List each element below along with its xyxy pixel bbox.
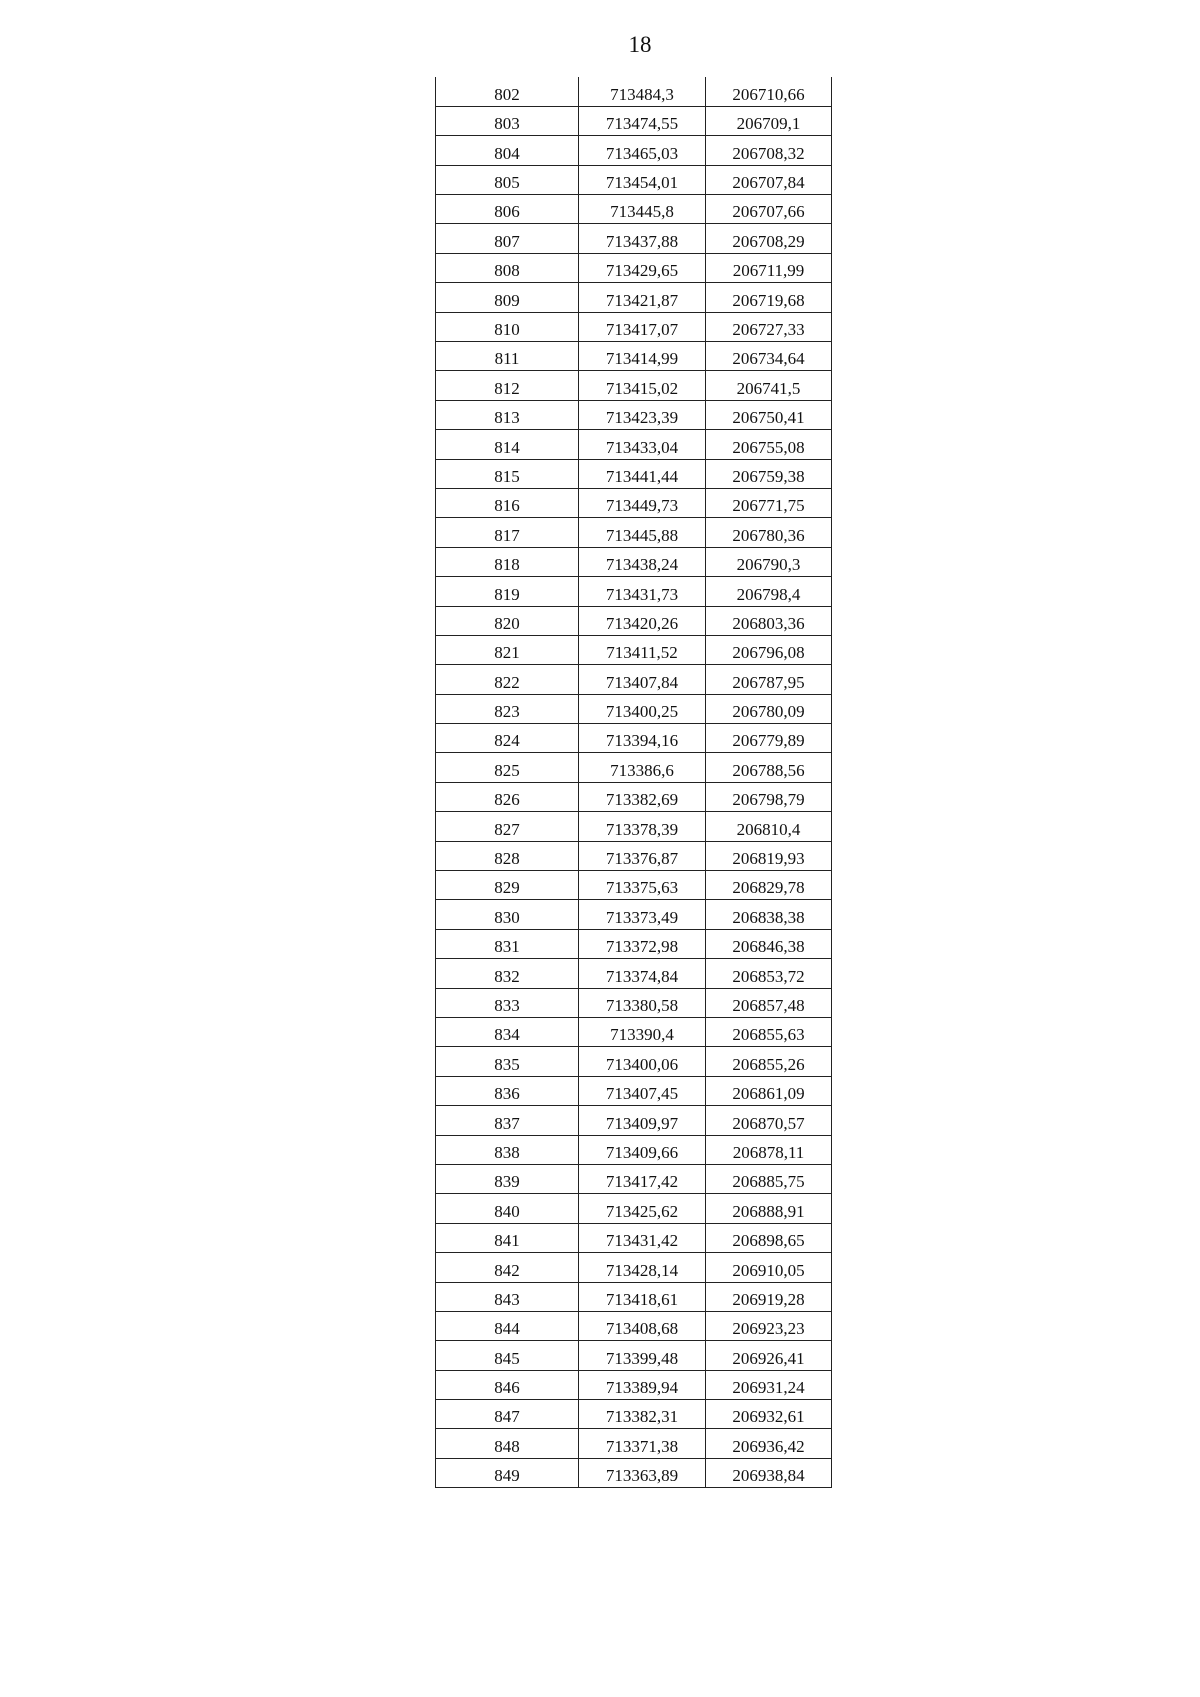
table-row (436, 283, 832, 312)
y-coordinate-cell: 206838,38 (706, 900, 832, 929)
x-coordinate-cell: 713445,8 (579, 195, 706, 224)
point-number-cell: 802 (436, 77, 579, 106)
point-number-cell: 848 (436, 1429, 579, 1458)
y-coordinate-cell: 206710,66 (706, 77, 832, 106)
x-coordinate-cell: 713484,3 (579, 77, 706, 106)
y-coordinate-cell: 206910,05 (706, 1253, 832, 1282)
x-coordinate-cell: 713407,45 (579, 1076, 706, 1105)
y-coordinate-cell: 206771,75 (706, 488, 832, 517)
x-coordinate-cell: 713429,65 (579, 253, 706, 282)
table-row (436, 665, 832, 694)
point-number-cell: 833 (436, 988, 579, 1017)
x-coordinate-cell: 713374,84 (579, 959, 706, 988)
y-coordinate-cell: 206885,75 (706, 1164, 832, 1193)
table-row (436, 606, 832, 635)
x-coordinate-cell: 713423,39 (579, 400, 706, 429)
point-number-cell: 839 (436, 1164, 579, 1193)
y-coordinate-cell: 206780,36 (706, 518, 832, 547)
point-number-cell: 849 (436, 1458, 579, 1487)
x-coordinate-cell: 713418,61 (579, 1282, 706, 1311)
table-row (436, 165, 832, 194)
x-coordinate-cell: 713431,73 (579, 577, 706, 606)
y-coordinate-cell: 206803,36 (706, 606, 832, 635)
x-coordinate-cell: 713386,6 (579, 753, 706, 782)
point-number-cell: 816 (436, 488, 579, 517)
y-coordinate-cell: 206936,42 (706, 1429, 832, 1458)
y-coordinate-cell: 206829,78 (706, 871, 832, 900)
table-row (436, 988, 832, 1017)
y-coordinate-cell: 206750,41 (706, 400, 832, 429)
table-row (436, 312, 832, 341)
table-row (436, 1458, 832, 1487)
x-coordinate-cell: 713407,84 (579, 665, 706, 694)
x-coordinate-cell: 713428,14 (579, 1253, 706, 1282)
x-coordinate-cell: 713394,16 (579, 724, 706, 753)
y-coordinate-cell: 206719,68 (706, 283, 832, 312)
table-row (436, 724, 832, 753)
table-row (436, 753, 832, 782)
point-number-cell: 805 (436, 165, 579, 194)
point-number-cell: 820 (436, 606, 579, 635)
x-coordinate-cell: 713415,02 (579, 371, 706, 400)
table-row (436, 488, 832, 517)
x-coordinate-cell: 713441,44 (579, 459, 706, 488)
y-coordinate-cell: 206855,26 (706, 1047, 832, 1076)
table-row (436, 841, 832, 870)
point-number-cell: 817 (436, 518, 579, 547)
y-coordinate-cell: 206819,93 (706, 841, 832, 870)
x-coordinate-cell: 713376,87 (579, 841, 706, 870)
point-number-cell: 830 (436, 900, 579, 929)
y-coordinate-cell: 206709,1 (706, 106, 832, 135)
y-coordinate-cell: 206734,64 (706, 342, 832, 371)
table-row (436, 106, 832, 135)
x-coordinate-cell: 713390,4 (579, 1018, 706, 1047)
point-number-cell: 810 (436, 312, 579, 341)
table-row (436, 430, 832, 459)
y-coordinate-cell: 206755,08 (706, 430, 832, 459)
point-number-cell: 813 (436, 400, 579, 429)
point-number-cell: 825 (436, 753, 579, 782)
point-number-cell: 828 (436, 841, 579, 870)
x-coordinate-cell: 713465,03 (579, 136, 706, 165)
table-row (436, 1018, 832, 1047)
point-number-cell: 840 (436, 1194, 579, 1223)
x-coordinate-cell: 713409,66 (579, 1135, 706, 1164)
x-coordinate-cell: 713417,07 (579, 312, 706, 341)
x-coordinate-cell: 713449,73 (579, 488, 706, 517)
y-coordinate-cell: 206708,32 (706, 136, 832, 165)
y-coordinate-cell: 206938,84 (706, 1458, 832, 1487)
table-row (436, 1223, 832, 1252)
y-coordinate-cell: 206788,56 (706, 753, 832, 782)
y-coordinate-cell: 206796,08 (706, 635, 832, 664)
point-number-cell: 822 (436, 665, 579, 694)
point-number-cell: 846 (436, 1370, 579, 1399)
point-number-cell: 843 (436, 1282, 579, 1311)
x-coordinate-cell: 713371,38 (579, 1429, 706, 1458)
table-row (436, 1282, 832, 1311)
table-row (436, 253, 832, 282)
point-number-cell: 824 (436, 724, 579, 753)
x-coordinate-cell: 713409,97 (579, 1106, 706, 1135)
table-row (436, 1341, 832, 1370)
table-row (436, 1194, 832, 1223)
point-number-cell: 835 (436, 1047, 579, 1076)
x-coordinate-cell: 713363,89 (579, 1458, 706, 1487)
x-coordinate-cell: 713378,39 (579, 812, 706, 841)
y-coordinate-cell: 206708,29 (706, 224, 832, 253)
y-coordinate-cell: 206923,23 (706, 1311, 832, 1340)
y-coordinate-cell: 206888,91 (706, 1194, 832, 1223)
point-number-cell: 847 (436, 1400, 579, 1429)
y-coordinate-cell: 206855,63 (706, 1018, 832, 1047)
y-coordinate-cell: 206707,66 (706, 195, 832, 224)
table-row (436, 635, 832, 664)
point-number-cell: 812 (436, 371, 579, 400)
y-coordinate-cell: 206779,89 (706, 724, 832, 753)
x-coordinate-cell: 713411,52 (579, 635, 706, 664)
table-row (436, 1311, 832, 1340)
x-coordinate-cell: 713421,87 (579, 283, 706, 312)
y-coordinate-cell: 206932,61 (706, 1400, 832, 1429)
y-coordinate-cell: 206798,4 (706, 577, 832, 606)
point-number-cell: 829 (436, 871, 579, 900)
y-coordinate-cell: 206798,79 (706, 782, 832, 811)
point-number-cell: 834 (436, 1018, 579, 1047)
table-row (436, 1047, 832, 1076)
y-coordinate-cell: 206727,33 (706, 312, 832, 341)
point-number-cell: 809 (436, 283, 579, 312)
point-number-cell: 814 (436, 430, 579, 459)
x-coordinate-cell: 713382,31 (579, 1400, 706, 1429)
table-row (436, 224, 832, 253)
table-row (436, 782, 832, 811)
x-coordinate-cell: 713425,62 (579, 1194, 706, 1223)
x-coordinate-cell: 713400,06 (579, 1047, 706, 1076)
x-coordinate-cell: 713375,63 (579, 871, 706, 900)
table-row (436, 1400, 832, 1429)
point-number-cell: 837 (436, 1106, 579, 1135)
point-number-cell: 827 (436, 812, 579, 841)
point-number-cell: 808 (436, 253, 579, 282)
table-row (436, 1370, 832, 1399)
table-row (436, 812, 832, 841)
point-number-cell: 819 (436, 577, 579, 606)
table-row (436, 195, 832, 224)
point-number-cell: 821 (436, 635, 579, 664)
y-coordinate-cell: 206790,3 (706, 547, 832, 576)
table-row (436, 136, 832, 165)
x-coordinate-cell: 713382,69 (579, 782, 706, 811)
point-number-cell: 838 (436, 1135, 579, 1164)
point-number-cell: 844 (436, 1311, 579, 1340)
y-coordinate-cell: 206926,41 (706, 1341, 832, 1370)
x-coordinate-cell: 713454,01 (579, 165, 706, 194)
x-coordinate-cell: 713438,24 (579, 547, 706, 576)
table-row (436, 1164, 832, 1193)
x-coordinate-cell: 713414,99 (579, 342, 706, 371)
table-row (436, 342, 832, 371)
point-number-cell: 841 (436, 1223, 579, 1252)
y-coordinate-cell: 206711,99 (706, 253, 832, 282)
x-coordinate-cell: 713445,88 (579, 518, 706, 547)
x-coordinate-cell: 713437,88 (579, 224, 706, 253)
table-row (436, 1429, 832, 1458)
table-row (436, 577, 832, 606)
table-row (436, 1253, 832, 1282)
table-row (436, 1076, 832, 1105)
x-coordinate-cell: 713431,42 (579, 1223, 706, 1252)
x-coordinate-cell: 713408,68 (579, 1311, 706, 1340)
y-coordinate-cell: 206780,09 (706, 694, 832, 723)
y-coordinate-cell: 206759,38 (706, 459, 832, 488)
coordinates-table (435, 77, 832, 1488)
table-row (436, 694, 832, 723)
point-number-cell: 815 (436, 459, 579, 488)
x-coordinate-cell: 713474,55 (579, 106, 706, 135)
table-row (436, 1135, 832, 1164)
y-coordinate-cell: 206810,4 (706, 812, 832, 841)
table-row (436, 929, 832, 958)
table-row (436, 400, 832, 429)
x-coordinate-cell: 713372,98 (579, 929, 706, 958)
y-coordinate-cell: 206861,09 (706, 1076, 832, 1105)
point-number-cell: 804 (436, 136, 579, 165)
table-row (436, 77, 832, 106)
y-coordinate-cell: 206741,5 (706, 371, 832, 400)
point-number-cell: 832 (436, 959, 579, 988)
point-number-cell: 807 (436, 224, 579, 253)
x-coordinate-cell: 713380,58 (579, 988, 706, 1017)
point-number-cell: 836 (436, 1076, 579, 1105)
y-coordinate-cell: 206707,84 (706, 165, 832, 194)
x-coordinate-cell: 713399,48 (579, 1341, 706, 1370)
point-number-cell: 845 (436, 1341, 579, 1370)
y-coordinate-cell: 206787,95 (706, 665, 832, 694)
table-row (436, 547, 832, 576)
table-row (436, 459, 832, 488)
point-number-cell: 842 (436, 1253, 579, 1282)
table-row (436, 871, 832, 900)
table-row (436, 900, 832, 929)
x-coordinate-cell: 713400,25 (579, 694, 706, 723)
y-coordinate-cell: 206846,38 (706, 929, 832, 958)
y-coordinate-cell: 206919,28 (706, 1282, 832, 1311)
y-coordinate-cell: 206853,72 (706, 959, 832, 988)
point-number-cell: 803 (436, 106, 579, 135)
x-coordinate-cell: 713417,42 (579, 1164, 706, 1193)
table-row (436, 371, 832, 400)
x-coordinate-cell: 713389,94 (579, 1370, 706, 1399)
point-number-cell: 826 (436, 782, 579, 811)
point-number-cell: 823 (436, 694, 579, 723)
coordinates-table-body (436, 77, 832, 1488)
y-coordinate-cell: 206898,65 (706, 1223, 832, 1252)
point-number-cell: 811 (436, 342, 579, 371)
y-coordinate-cell: 206931,24 (706, 1370, 832, 1399)
y-coordinate-cell: 206878,11 (706, 1135, 832, 1164)
page-number: 18 (628, 32, 652, 57)
table-row (436, 1106, 832, 1135)
table-row (436, 959, 832, 988)
x-coordinate-cell: 713373,49 (579, 900, 706, 929)
x-coordinate-cell: 713433,04 (579, 430, 706, 459)
point-number-cell: 831 (436, 929, 579, 958)
x-coordinate-cell: 713420,26 (579, 606, 706, 635)
y-coordinate-cell: 206870,57 (706, 1106, 832, 1135)
y-coordinate-cell: 206857,48 (706, 988, 832, 1017)
point-number-cell: 806 (436, 195, 579, 224)
table-row (436, 518, 832, 547)
point-number-cell: 818 (436, 547, 579, 576)
